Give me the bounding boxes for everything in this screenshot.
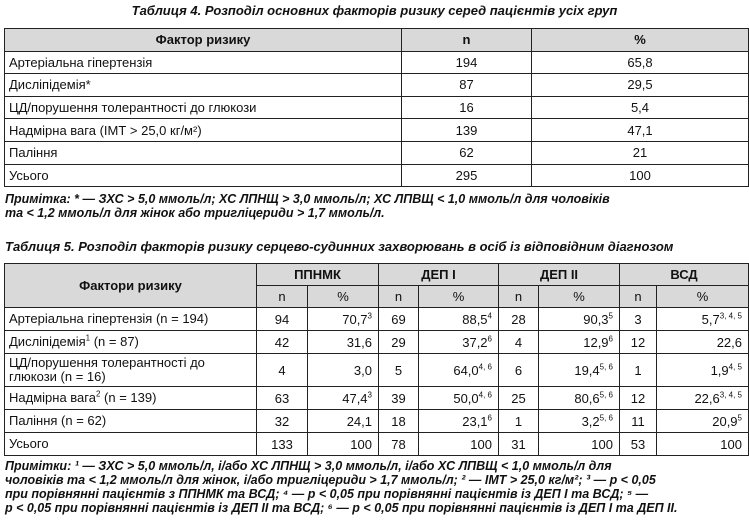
pct-cell: [657, 354, 749, 387]
table5-subheader-n: n: [499, 286, 539, 308]
factor-cell: Артеріальна гіпертензія: [5, 51, 402, 74]
footnote-mark: 4, 6: [478, 362, 492, 372]
pct-cell: [539, 354, 620, 387]
factor-cell: [5, 410, 257, 433]
factor-cell: ЦД/порушення толерантності до глюкози: [5, 96, 402, 119]
pct-value: 20,9: [712, 413, 738, 429]
table4-header-pct: %: [532, 29, 749, 52]
footnote-mark: 6: [608, 334, 613, 344]
n-cell: 39: [379, 387, 419, 410]
table5-header-group: ВСД: [620, 264, 749, 286]
pct-value: 100: [350, 436, 372, 452]
pct-value: 88,5: [462, 311, 488, 327]
pct-value: 50,0: [453, 390, 479, 406]
pct-cell: [419, 354, 499, 387]
pct-value: 24,1: [346, 413, 372, 429]
factor-label: Артеріальна гіпертензія (n = 194): [9, 311, 209, 326]
n-cell: 12: [620, 331, 657, 354]
pct-cell: [419, 308, 499, 331]
table4-header-n: n: [402, 29, 532, 52]
table5-caption: Таблиця 5. Розподіл факторів ризику серцево-судинних захворювань в осіб із відповідним діагнозом: [5, 239, 674, 254]
footnote-mark: 2: [95, 389, 101, 399]
table-row: [5, 433, 749, 456]
table5-subheader-n: n: [379, 286, 419, 308]
pct-cell: [657, 331, 749, 354]
table4-header-factor: Фактор ризику: [5, 29, 402, 52]
pct-value: 100: [720, 436, 742, 452]
table5-subheader-pct: %: [539, 286, 620, 308]
table4-header-row: [5, 29, 749, 52]
pct-cell: [308, 410, 379, 433]
footnote-mark: 4, 6: [478, 390, 492, 400]
footnote-mark: 6: [487, 413, 492, 423]
n-cell: 53: [620, 433, 657, 456]
table5-note: [5, 459, 749, 515]
n-cell: 194: [402, 51, 532, 74]
factor-cell: [5, 331, 257, 354]
table-row: [5, 51, 749, 74]
pct-value: 22,6: [694, 390, 720, 406]
n-cell: 31: [499, 433, 539, 456]
footnote-mark: 5, 6: [599, 390, 613, 400]
n-cell: 62: [402, 141, 532, 164]
pct-value: 90,3: [583, 311, 609, 327]
pct-cell: [657, 387, 749, 410]
n-cell: 6: [499, 354, 539, 387]
factor-cell: Дисліпідемія*: [5, 74, 402, 97]
pct-value: 3,0: [353, 362, 372, 378]
pct-value: 23,1: [462, 413, 488, 429]
pct-value: 3,2: [581, 413, 600, 429]
table-row: [5, 164, 749, 187]
table5-header-group: ДЕП І: [379, 264, 499, 286]
footnote-mark: 3: [367, 390, 372, 400]
table-row: [5, 119, 749, 142]
n-cell: 12: [620, 387, 657, 410]
footnote-mark: 6: [487, 334, 492, 344]
pct-value: 70,7: [342, 311, 368, 327]
n-cell: 295: [402, 164, 532, 187]
factor-cell: Усього: [5, 164, 402, 187]
table4-note-line: та < 1,2 ммоль/л для жінок або тригліцериди > 1,7 ммоль/л.: [5, 206, 385, 220]
footnote-mark: 3: [367, 311, 372, 321]
pct-cell: [308, 387, 379, 410]
pct-cell: [419, 410, 499, 433]
table4-note: [5, 192, 749, 220]
pct-cell: [419, 331, 499, 354]
table-row: [5, 410, 749, 433]
pct-cell: [657, 308, 749, 331]
n-cell: 1: [620, 354, 657, 387]
table-row: [5, 354, 749, 387]
pct-value: 19,4: [574, 362, 600, 378]
pct-cell: 29,5: [532, 74, 749, 97]
table5-subheader-n: n: [257, 286, 308, 308]
pct-value: 47,4: [342, 390, 368, 406]
table5-subheader-pct: %: [657, 286, 749, 308]
table4-caption: Таблиця 4. Розподіл основних факторів ризику серед пацієнтів усіх груп: [131, 3, 618, 18]
n-cell: 4: [257, 354, 308, 387]
n-cell: 87: [402, 74, 532, 97]
n-cell: 78: [379, 433, 419, 456]
pct-cell: [308, 308, 379, 331]
table5-note-line: Примітки: ¹ — ЗХС > 5,0 ммоль/л, і/або ХС ЛПНЩ > 3,0 ммоль/л, і/або ХС ЛПВЩ < 1,0 ммоль/л для: [5, 459, 612, 473]
n-cell: 28: [499, 308, 539, 331]
pct-cell: [308, 354, 379, 387]
n-cell: 94: [257, 308, 308, 331]
footnote-mark: 4: [487, 311, 492, 321]
table4-note-line: Примітка: * — ЗХС > 5,0 ммоль/л; ХС ЛПНЩ > 3,0 ммоль/л; ХС ЛПВЩ < 1,0 ммоль/л для чоловіків: [5, 192, 610, 206]
table5-note-line: при порівнянні пацієнтів з ППНМК та ВСД; ⁴ — p < 0,05 при порівнянні пацієнтів із ДЕП І та ВСД; ⁵ —: [5, 487, 649, 501]
table-row: [5, 331, 749, 354]
footnote-mark: 3, 4, 5: [719, 311, 742, 321]
table5: [4, 263, 749, 456]
factor-cell: [5, 308, 257, 331]
pct-value: 22,6: [716, 334, 742, 350]
pct-cell: [657, 433, 749, 456]
table-row: [5, 74, 749, 97]
table4-body: [5, 51, 749, 187]
n-cell: 4: [499, 331, 539, 354]
n-cell: 133: [257, 433, 308, 456]
pct-cell: [419, 433, 499, 456]
table-row: [5, 308, 749, 331]
factor-cell: Надмірна вага (ІМТ > 25,0 кг/м²): [5, 119, 402, 142]
n-cell: 69: [379, 308, 419, 331]
factor-cell: Паління: [5, 141, 402, 164]
pct-value: 100: [470, 436, 492, 452]
pct-cell: [539, 410, 620, 433]
factor-cell: [5, 387, 257, 410]
footnote-mark: 1: [85, 333, 91, 343]
n-cell: 5: [379, 354, 419, 387]
n-cell: 139: [402, 119, 532, 142]
pct-value: 100: [591, 436, 613, 452]
table5-subheader-pct: %: [308, 286, 379, 308]
factor-label: Паління (n = 62): [9, 413, 107, 428]
n-cell: 25: [499, 387, 539, 410]
pct-value: 37,2: [462, 334, 488, 350]
pct-cell: [308, 433, 379, 456]
n-cell: 29: [379, 331, 419, 354]
pct-cell: [308, 331, 379, 354]
footnote-mark: 4, 5: [728, 362, 742, 372]
factor-label-tail: (n = 87): [90, 334, 139, 349]
pct-cell: 65,8: [532, 51, 749, 74]
pct-cell: [539, 387, 620, 410]
table-row: [5, 387, 749, 410]
pct-cell: [539, 331, 620, 354]
factor-label: ЦД/порушення толерантності до глюкози (n = 16): [9, 355, 205, 384]
table-row: [5, 141, 749, 164]
pct-cell: 47,1: [532, 119, 749, 142]
n-cell: 32: [257, 410, 308, 433]
table5-header-row: [5, 264, 749, 286]
factor-label: Надмірна вага: [9, 390, 96, 405]
table5-subheader-n: n: [620, 286, 657, 308]
pct-cell: 5,4: [532, 96, 749, 119]
pct-value: 1,9: [710, 362, 729, 378]
footnote-mark: 3, 4, 5: [719, 390, 742, 400]
table-row: [5, 96, 749, 119]
pct-value: 64,0: [453, 362, 479, 378]
pct-value: 80,6: [574, 390, 600, 406]
factor-label-tail: (n = 139): [100, 390, 157, 405]
n-cell: 3: [620, 308, 657, 331]
pct-cell: [539, 308, 620, 331]
footnote-mark: 5, 6: [599, 413, 613, 423]
table5-header-factor: Фактори ризику: [5, 264, 257, 308]
table4: [4, 28, 749, 187]
pct-cell: 100: [532, 164, 749, 187]
factor-cell: [5, 433, 257, 456]
pct-cell: [419, 387, 499, 410]
factor-cell: [5, 354, 257, 387]
table5-subheader-pct: %: [419, 286, 499, 308]
footnote-mark: 5: [737, 413, 742, 423]
n-cell: 1: [499, 410, 539, 433]
footnote-mark: 5, 6: [599, 362, 613, 372]
pct-value: 12,9: [583, 334, 609, 350]
n-cell: 11: [620, 410, 657, 433]
table5-header-group: ДЕП ІІ: [499, 264, 620, 286]
pct-value: 31,6: [346, 334, 372, 350]
pct-cell: [539, 433, 620, 456]
table5-header-group: ППНМК: [257, 264, 379, 286]
pct-cell: [657, 410, 749, 433]
factor-label: Усього: [9, 436, 49, 451]
footnote-mark: 5: [608, 311, 613, 321]
n-cell: 16: [402, 96, 532, 119]
n-cell: 42: [257, 331, 308, 354]
factor-label: Дисліпідемія: [9, 334, 86, 349]
table5-note-line: чоловіків та < 1,2 ммоль/л для жінок, і/або тригліцериди > 1,7 ммоль/л; ² — ІМТ > 25,0 кг/м²; ³ — p < 0,05: [5, 473, 656, 487]
table5-body: [5, 308, 749, 456]
pct-cell: 21: [532, 141, 749, 164]
table5-note-line: p < 0,05 при порівнянні пацієнтів із ДЕП ІІ та ВСД; ⁶ — p < 0,05 при порівнянні пацієнтів із ДЕП І та ДЕП ІІ.: [5, 501, 678, 515]
n-cell: 18: [379, 410, 419, 433]
n-cell: 63: [257, 387, 308, 410]
pct-value: 5,7: [701, 311, 720, 327]
